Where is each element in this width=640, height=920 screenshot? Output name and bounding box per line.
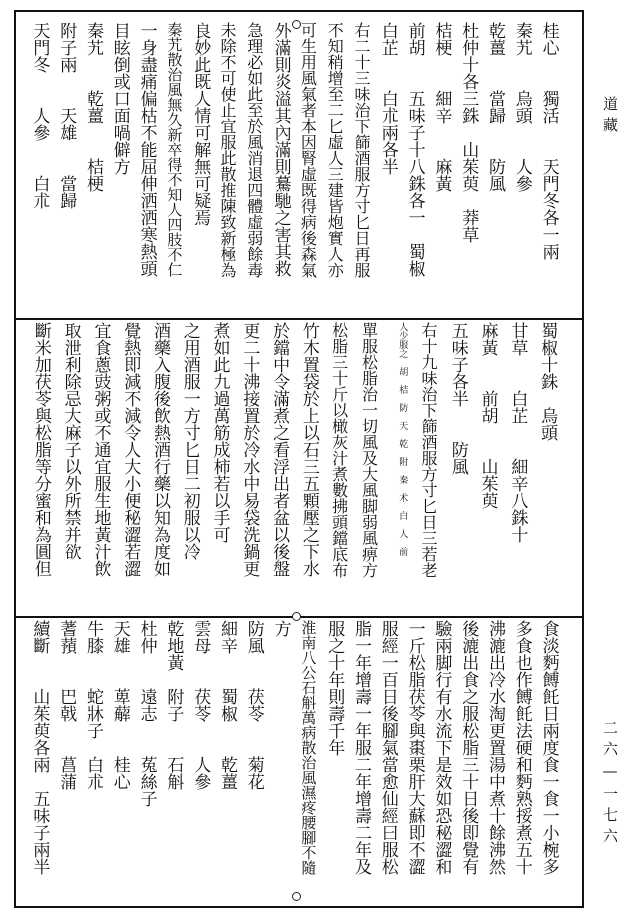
text-column: 之用酒服一方寸匕日二初服以冷	[179, 322, 200, 560]
text-column: 桔梗 細辛 麻黃	[431, 22, 452, 192]
text-column: 服之十年則壽千年	[324, 620, 345, 756]
text-column: 竹木置袋於上以石三五顆壓之下水	[298, 322, 319, 577]
text-column: 可生用風氣者本因腎虛既得病後森氣	[298, 22, 318, 278]
page-number: 二六—一七六	[601, 720, 619, 849]
text-column: 防風 茯苓 菊花	[243, 620, 264, 790]
book-title: 道藏	[601, 96, 619, 138]
text-column: 雲母 茯苓 人參	[190, 620, 211, 790]
text-column: 斷米加茯苓與松脂等分蜜和為圓但	[30, 322, 51, 577]
text-column: 急理必如此至於風消退四體虛弱餘毒	[244, 22, 264, 278]
text-column: 酒藥入腹後飲熱酒行藥以知為度如	[150, 322, 170, 577]
text-column: 脂一年增壽一年服二年增壽二年及	[351, 620, 371, 875]
text-column: 松脂三十斤以橄灰汁煮數拂頭鐺底布	[329, 322, 349, 578]
text-column: 後漉出食之服松脂三十日後即覺有	[458, 620, 479, 875]
text-column: 乾地黃 附子 石斛	[163, 620, 184, 790]
text-column: 食淡麪餺飥日兩度食一食一小椀多	[538, 620, 559, 875]
text-column: 沸漉出冷水淘更置湯中煮十餘沸然	[485, 620, 505, 875]
text-column: 方	[270, 620, 291, 637]
text-column: 前胡 五味子十八銖各一 蜀椒	[404, 22, 425, 277]
text-column: 牛膝 蛇牀子 白朮	[83, 620, 103, 790]
text-column: 右十九味治下篩酒服方寸匕日三若老	[419, 322, 438, 578]
text-column: 外滿則炎溢其內滿則驀馳之害其救	[270, 22, 291, 277]
text-column: 煮如此九過萬筋成柿若以手可	[209, 322, 230, 543]
text-column: 五味子各半 防風	[447, 322, 468, 475]
text-column: 不知稍增至二匕虛人三建皆炮實人亦	[325, 22, 345, 278]
text-column: 天雄 萆薢 桂心	[109, 620, 130, 790]
text-column: 單服松脂治一切風及大風脚弱風痹方	[359, 322, 379, 578]
text-column: 右二十三味治下篩酒服方寸匕日再服	[352, 22, 371, 278]
text-column: 細辛 蜀椒 乾薑	[217, 620, 237, 790]
text-column: 附子兩 天雄 當歸	[56, 22, 77, 209]
text-column: 取泄利除忌大麻子以外所禁并欲	[60, 322, 81, 560]
text-column: 麻黃 前胡 山茱萸	[477, 322, 498, 509]
text-column: 乾薑 當歸 防風	[485, 22, 505, 192]
text-column: 更二十沸接置於冷水中易袋洗鍋更	[239, 322, 260, 577]
text-column: 桂心 獨活 天門冬各一兩	[538, 22, 559, 260]
text-column: 杜仲十各三銖 山茱萸 莽草	[458, 22, 479, 243]
text-column: 蜀椒十銖 烏頭	[537, 322, 558, 441]
text-column: 於鐺中令滿煮之看浮出者盆以後盤	[269, 322, 290, 577]
text-column: 多食也作餺飥法硬和麪熟挼煮五十	[511, 620, 532, 875]
text-column: 秦艽 烏頭 人參	[511, 22, 532, 192]
text-column: 白芷 白朮兩各半	[377, 22, 398, 175]
text-column: 天門冬 人參 白朮	[29, 22, 50, 209]
text-column: 秦艽 乾薑 桔梗	[83, 22, 103, 192]
text-column: 人少服之 胡 桔 防 天 乾 附 秦 术 白 人 前	[397, 322, 408, 556]
text-column: 淮南八公石斛萬病散治風濕疼腰腳不隨	[299, 620, 318, 875]
text-column: 蓍蕷 巴戟 菖蒲	[56, 620, 77, 790]
text-column: 未除不可使止宜服此散推陳致新極為	[218, 22, 237, 278]
section-divider-1	[16, 318, 582, 320]
text-column: 驗兩脚行有水流下是效如恐秘澀和	[431, 620, 452, 875]
text-column: 續斷 山茱萸各兩 五味子兩半	[29, 620, 50, 875]
text-column: 一斤松脂茯苓與棗栗肝大蘇即不澀	[404, 620, 425, 875]
text-column: 一身盡痛偏枯不能屈伸洒洒寒熱頭	[136, 22, 157, 277]
text-column: 服經一百日後腳氣當愈仙經曰服松	[377, 620, 398, 875]
text-column: 覺熱即減不減令人大小便秘澀若澀	[120, 322, 141, 577]
text-column: 甘草 白芷 細辛八銖十	[507, 322, 528, 543]
text-column: 目眩倒或口面喎僻方	[109, 22, 130, 175]
text-column: 秦艽散治風無久新卒得不知人四肢不仁	[165, 22, 184, 277]
text-column: 良妙此既人情可解無可疑焉	[190, 22, 211, 226]
text-column: 宜食蔥豉粥或不通宜服生地黃汁飲	[90, 322, 111, 577]
text-column: 杜仲 遠志 菟絲子	[136, 620, 157, 807]
